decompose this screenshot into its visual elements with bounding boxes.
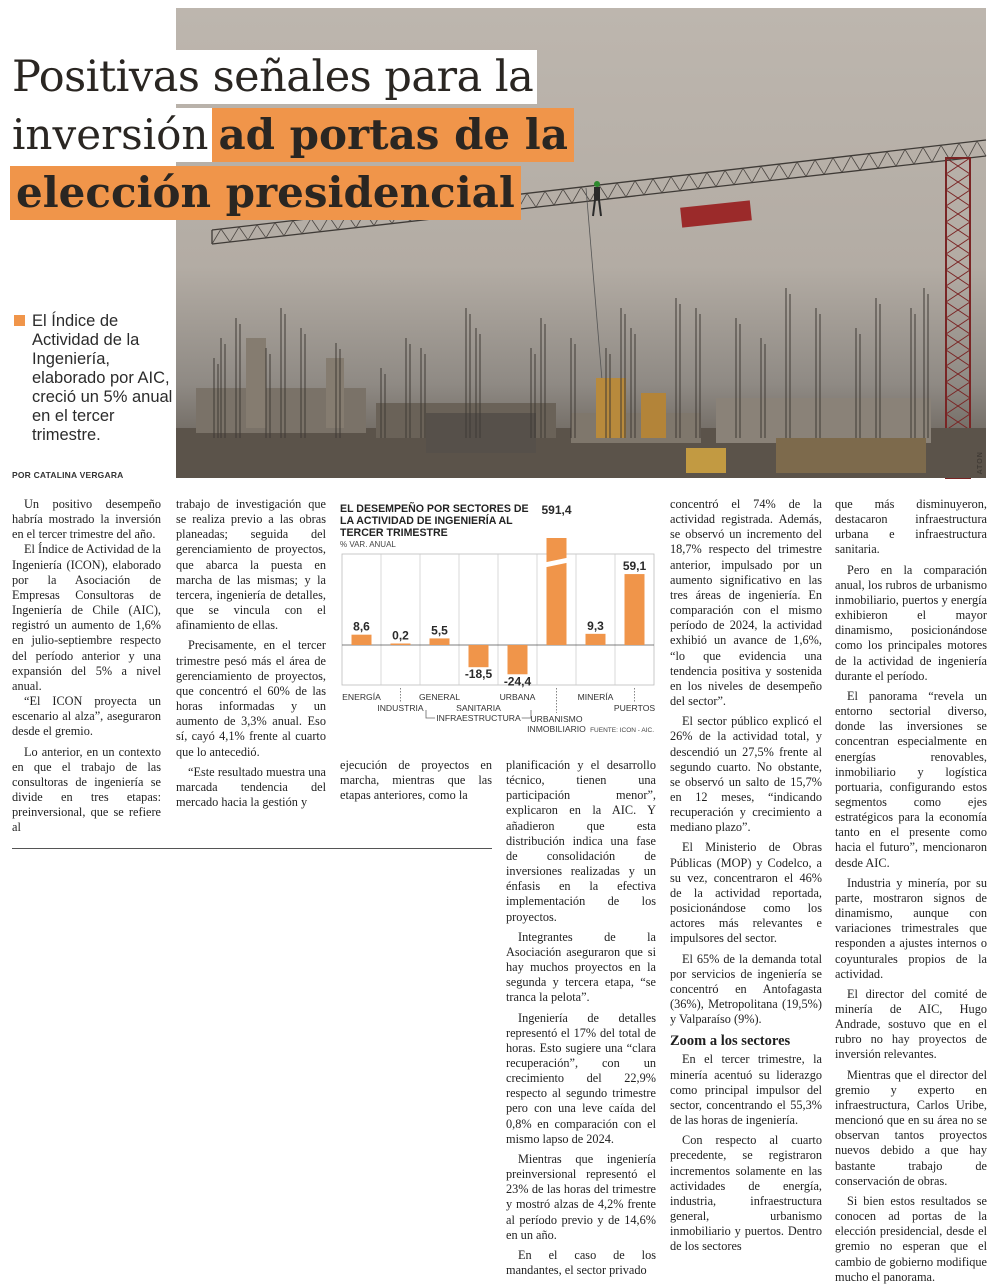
sector-chart [340, 500, 656, 742]
headline-line-1 [10, 50, 610, 106]
chart-subtitle: % VAR. ANUAL [340, 540, 396, 549]
column-1 [12, 497, 161, 835]
headline-text-1: Positivas señales para la [10, 50, 537, 104]
divider-rule [12, 848, 492, 849]
paragraph: “El ICON proyecta un escenario al alza”, aseguraron desde el gremio. [12, 694, 161, 739]
chart-value-label: 59,1 [622, 559, 647, 574]
paragraph: Si bien estos resultados se conocen ad portas de la elección presidencial, desde el gremio no esperan que el cambio de gobierno modifique mucho el panorama. [835, 1193, 987, 1284]
lead-summary [14, 312, 174, 445]
paragraph: El panorama “revela un entorno sectorial diverso, donde las inversiones se concentran especialmente en energías renovables, inmobiliario y logística portuaria, configurando estos segmentos como ejes estratégicos para la economía tanto en el presente como hacia el futuro”, mencionaron desde AIC. [835, 688, 987, 870]
paragraph: Con respecto al cuarto precedente, se registraron incrementos solamente en las actividades de energía, industria, infraestructura general, urbanismo inmobiliario y puertos. Dentro de los sectores [670, 1133, 822, 1254]
chart-category-label: GENERAL [418, 692, 461, 702]
paragraph: que más disminuyeron, destacaron infraestructura urbana e infraestructura sanitaria. [835, 497, 987, 557]
subhead: Zoom a los sectores [670, 1033, 791, 1050]
chart-category-label: URBANA [499, 692, 536, 702]
paragraph: Mientras que el director del gremio y experto en infraestructura, Carlos Uribe, mencionó que en su área no se observan tantos proyectos nuevos debido a que hay bastante trabajo de conservación de obras. [835, 1067, 987, 1188]
chart-value-label: 8,6 [353, 619, 370, 634]
headline-text-2b: ad portas de la [212, 108, 573, 162]
chart-category-label: ENERGÍA [342, 692, 381, 702]
chart-source: FUENTE: ICON - AIC. [590, 727, 654, 734]
chart-category-label: URBANISMO INMOBILIARIO [527, 714, 586, 734]
lead-text: El Índice de Actividad de la Ingeniería, elaborado por AIC, creció un 5% anual en el tercer trimestre. [32, 312, 173, 444]
paragraph: Ingeniería de detalles representó el 17% del total de horas. Esto sugiere una “clara recuperación”, con un crecimiento del 22,9% respecto al segundo trimestre pero con una leve caída del 0,8% en comparación con el mismo lapso de 2024. [506, 1010, 656, 1146]
chart-plot [340, 500, 656, 742]
paragraph: “Este resultado muestra una marcada tendencia del mercado hacia la gestión y [176, 764, 326, 809]
paragraph: Lo anterior, en un contexto en que el trabajo de las consultoras de ingeniería se divide en tres etapas: preinversional, que se refiere al [12, 744, 161, 835]
chart-category-label: PUERTOS [613, 703, 656, 713]
column-5 [670, 497, 822, 1255]
chart-value-label: -24,4 [503, 674, 532, 689]
paragraph: Pero en la comparación anual, los rubros de urbanismo inmobiliario, puertos y energía exhibieron el mayor dinamismo, posicionándose como los principales motores de la actividad de ingeniería durante el período. [835, 562, 987, 683]
paragraph: ejecución de proyectos en marcha, mientras que las etapas anteriores, como la [340, 758, 492, 803]
column-6 [835, 497, 987, 1285]
paragraph: El Ministerio de Obras Públicas (MOP) y Codelco, a su vez, concentraron el 46% de la actividad reportada, posicionándose como los actores más relevantes e impulsores del sector. [670, 840, 822, 946]
paragraph: trabajo de investigación que se realiza previo a las obras planeadas; seguida del gerenciamiento de proyectos, que abarca la puesta en marcha de las mismas; y la tercera, ingeniería de detalles, que se vincula con el afinamiento de ellas. [176, 497, 326, 633]
chart-value-label: 0,2 [392, 628, 409, 643]
chart-bar [391, 644, 411, 646]
chart-category-label: INDUSTRIA [377, 703, 424, 713]
chart-bar [352, 635, 372, 645]
photo-credit: ATON [976, 450, 984, 474]
column-2 [176, 497, 326, 810]
lead-bullet-icon [14, 315, 25, 326]
chart-title: EL DESEMPEÑO POR SECTORES DE LA ACTIVIDAD DE INGENIERÍA AL TERCER TRIMESTRE [340, 503, 529, 539]
chart-value-label: -18,5 [464, 667, 493, 682]
chart-bar [586, 634, 606, 645]
paragraph: El 65% de la demanda total por servicios de ingeniería se concentró en Antofagasta (36%), Metropolitana (19,5%) y Valparaíso (9%). [670, 951, 822, 1027]
chart-bar [430, 638, 450, 645]
paragraph: Integrantes de la Asociación aseguraron que si hay muchos proyectos en la segunda y tercera etapa, “se tranca la pelota”. [506, 929, 656, 1005]
chart-value-label: 5,5 [431, 623, 448, 638]
column-4 [506, 758, 656, 1278]
headline-text-2a: inversión [10, 108, 212, 162]
byline: POR CATALINA VERGARA [12, 470, 124, 480]
paragraph: El sector público explicó el 26% de la actividad total, y descendió un 27,5% frente al segundo cuarto. No obstante, se observó un salto de 15,7% en 12 meses, “indicando recuperación y crecimiento a mediano plazo”. [670, 714, 822, 835]
chart-value-label: 9,3 [587, 618, 604, 633]
paragraph: Precisamente, en el tercer trimestre pesó más el área de gerenciamiento de proyectos, que concentró el 60% de las horas informadas y un aumento de 3,3% anual. Eso sí, cayó 4,1% frente al cuarto que lo antecedió. [176, 638, 326, 759]
column-3 [340, 758, 492, 803]
chart-bar [547, 538, 567, 645]
chart-value-label: 591,4 [541, 503, 572, 517]
headline-line-2 [10, 108, 610, 164]
paragraph: concentró el 74% de la actividad registrada. Además, se observó un incremento del 18,7% respecto del trimestre anterior, impulsado por un aumento significativo en las tres áreas de ingeniería. En comparación con el mismo período de 2024, la actividad exhibió un avance de 1,6%, “lo que evidencia una tendencia positiva y sostenida en los niveles de desempeño del sector”. [670, 497, 822, 709]
paragraph: En el tercer trimestre, la minería acentuó su liderazgo como principal impulsor del sector, concentrando el 55,3% de las horas de ingeniería. [670, 1052, 822, 1128]
paragraph: El director del comité de minería de AIC, Hugo Andrade, sostuvo que en el rubro no hay proyectos de inversión relevantes. [835, 986, 987, 1062]
chart-category-label: MINERÍA [577, 692, 614, 702]
chart-group-label: INFRAESTRUCTURA [436, 713, 521, 723]
headline [10, 50, 610, 224]
paragraph: Industria y minería, por su parte, mostraron signos de dinamismo, aunque con variaciones trimestrales que responden a ajustes internos o coyunturales propios de la actividad. [835, 875, 987, 981]
chart-bar [469, 645, 489, 667]
chart-bar [625, 574, 645, 645]
paragraph: En el caso de los mandantes, el sector privado [506, 1247, 656, 1277]
headline-line-3 [10, 166, 610, 222]
headline-text-3: elección presidencial [10, 166, 521, 220]
paragraph: El Índice de Actividad de la Ingeniería (ICON), elaborado por la Asociación de Empresas Consultoras de Ingeniería de Chile (AIC), registró un aumento de 1,6% en julio-septiembre respecto del período anterior y una expansión del 5% a nivel anual. [12, 542, 161, 693]
chart-category-label: SANITARIA [456, 703, 501, 713]
paragraph: Mientras que ingeniería preinversional representó el 23% de las horas del trimestre y mostró alzas de 4,2% frente al período previo y de 14,6% en un año. [506, 1151, 656, 1242]
paragraph: planificación y el desarrollo técnico, tienen una participación menor”, explicaron en la AIC. Y añadieron que esta distribución indica una fase de consolidación de inversiones realizadas y un énfasis en la efectiva implementación de los proyectos. [506, 758, 656, 924]
crane-counterweight [680, 200, 752, 227]
chart-bar [508, 645, 528, 674]
concrete-structures [176, 338, 986, 478]
paragraph: Un positivo desempeño habría mostrado la inversión en el tercer trimestre del año. [12, 497, 161, 542]
